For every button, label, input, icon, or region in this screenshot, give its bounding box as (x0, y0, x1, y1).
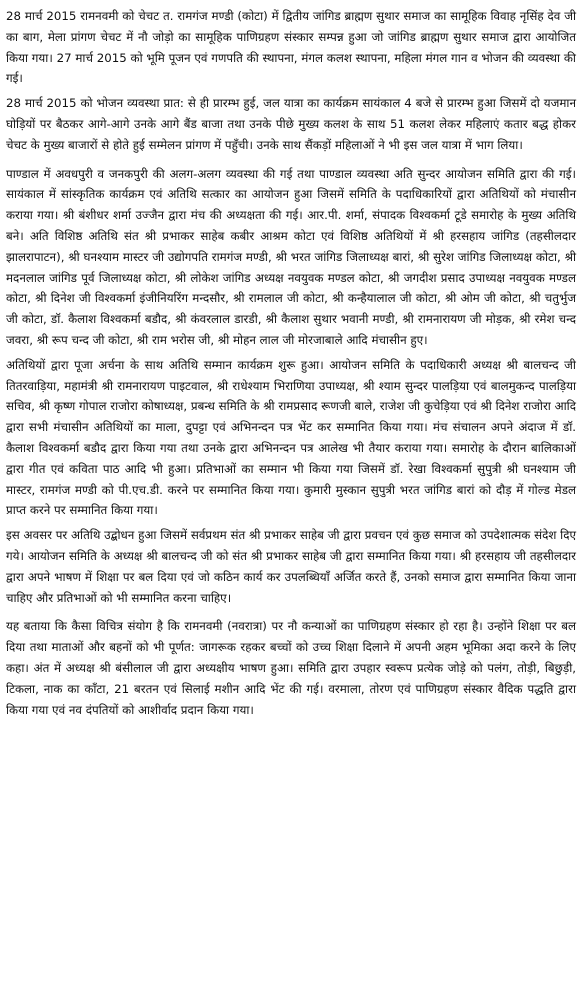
paragraph-conclusion: यह बताया कि कैसा विचित्र संयोग है कि रामनवमी (नवरात्रा) पर नौ कन्याओं का पाणिग्रहण संस्कार हो रहा है। उन्होंने शिक्षा पर बल दिया तथा माताओं और बहनों को भी पूर्णत: जागरूक रहकर बच्चों को उच्च शिक्षा दिलाने में अपनी अहम भूमिका अदा करने के लिए कहा। अंत में अध्यक्ष श्री बंसीलाल जी द्वारा अध्यक्षीय भाषण हुआ। समिति द्वारा उपहार स्वरूप प्रत्येक जोड़े को पलंग, तोड़ी, बिछुड़ी, टिकला, नाक का काँटा, 21 बरतन एवं सिलाई मशीन आदि भेंट की गई। वरमाला, तोरण एवं पाणिग्रहण संस्कार वैदिक पद्धति द्वारा किया गया एवं नव दंपतियों को आशीर्वाद प्रदान किया गया। (6, 619, 576, 717)
paragraph-honours: अतिथियों द्वारा पूजा अर्चना के साथ अतिथि सम्मान कार्यक्रम शुरू हुआ। आयोजन समिति के पदाधिकारी अध्यक्ष श्री बालचन्द जी तितरवाड़िया, महामंत्री श्री रामनारायण पाइटवाल, श्री राधेश्याम भिराणिया उपाध्यक्ष, श्री श्याम सुन्दर पालड़िया एवं बालमुकन्द पालड़िया सचिव, श्री कृष्ण गोपाल राजोरा कोषाध्यक्ष, प्रबन्ध समिति के श्री रामप्रसाद रूणजी बाले, राजेश जी कुचेड़िया एवं श्री दिनेश राजोरा आदि द्वारा सभी मंचासीन अतिथियों का माला, दुपट्टा एवं अभिनन्दन पत्र भेंट कर सम्मानित किया गया। मंच संचालन अपने अंदाज में डॉ. कैलाश विश्वकर्मा बडौद द्वारा किया गया तथा उनके द्वारा अभिनन्दन पत्र आलेख भी तैयार कराया गया। समारोह के दौरान बालिकाओं द्वारा गीत एवं कविता पाठ आदि भी हुआ। प्रतिभाओं का सम्मान भी किया गया जिसमें डॉ. रेखा विश्वकर्मा सुपुत्री श्री घनश्याम जी मास्टर, रामगंज मण्डी को पी.एच.डी. करने पर सम्मानित किया गया। कुमारी मुस्कान सुपुत्री भरत जांगिड बारां को दौड़ में गोल्ड मेडल प्राप्त करने पर सम्मानित किया गया। (6, 357, 576, 518)
paragraph-speeches: इस अवसर पर अतिथि उद्बोधन हुआ जिसमें सर्वप्रथम संत श्री प्रभाकर साहेब जी द्वारा प्रवचन एवं कुछ समाज को उपदेशात्मक संदेश दिए गये। आयोजन समिति के अध्यक्ष श्री बालचन्द जी को संत श्री प्रभाकर साहेब जी द्वारा सम्मानित किया गया। श्री हरसहाय जी तहसीलदार द्वारा अपने भाषण में शिक्षा पर बल दिया एवं जो कठिन कार्य कर उपलब्धियाँ अर्जित करते हैं, उनको समाज द्वारा सम्मानित किया जाना चाहिए और प्रतिभाओं को भी सम्मानित करना चाहिए। (6, 528, 576, 605)
paragraph-guests: पाण्डाल में अवधपुरी व जनकपुरी की अलग-अलग व्यवस्था की गई तथा पाण्डाल व्यवस्था अति सुन्दर आयोजन समिति द्वारा की गई। सायंकाल में सांस्कृतिक कार्यक्रम एवं अतिथि सत्कार का आयोजन हुआ जिसमें समिति के पदाधिकारियों द्वारा अतिथियों को मंचासीन कराया गया। श्री बंशीधर शर्मा उज्जैन द्वारा मंच की अध्यक्षता की गई। आर.पी. शर्मा, संपादक विश्वकर्मा टूडे समारोह के मुख्य अतिथि बने। अति विशिष्ठ अतिथि संत श्री प्रभाकर साहेब कबीर आश्रम कोटा एवं विशिष्ठ अतिथियों में श्री हरसहाय जांगिड (तहसीलदार झालरापाटन), श्री घनश्याम मास्टर जी उद्योगपति रामगंज मण्डी, श्री भरत जांगिड जिलाध्यक्ष बारां, श्री सुरेश जांगिड जिलाध्यक्ष कोटा, श्री मदनलाल जांगिड पूर्व जिलाध्यक्ष कोटा, श्री लोकेश जांगिड अध्यक्ष नवयुवक मण्डल कोटा, श्री जगदीश प्रसाद उपाध्यक्ष नवयुवक मण्डल कोटा, श्री दिनेश जी विश्वकर्मा इंजीनियरिंग मन्दसौर, श्री रामलाल जी कोटा, श्री कन्हैयालाल जी कोटा, श्री ओम जी कोटा, श्री चतुर्भुज जी कोटा, डॉ. कैलाश विश्वकर्मा बडौद, श्री कंवरलाल डारडी, श्री कैलाश सुथार भवानी मण्डी, श्री रामनारायण जी मोड़क, श्री रमेश चन्द जवरा, श्री रूप चन्द जी कोटा, श्री राम भरोस जी, श्री मोहन लाल जी मोरजाबाले आदि मंचासीन हुए। (6, 166, 576, 347)
paragraph-wedding-intro: 28 मार्च 2015 रामनवमी को चेचट त. रामगंज मण्डी (कोटा) में द्वितीय जांगिड ब्राह्मण सुथार समाज का सामूहिक विवाह नृसिंह देव जी का बाग, मेला प्रांगण चेचट में नौ जोड़ो का सामूहिक पाणिग्रहण संस्कार सम्पन्न हुआ जो जांगिड ब्राह्मण सुथार समाज द्वारा आयोजित किया गया। 27 मार्च 2015 को भूमि पूजन एवं गणपति की स्थापना, मंगल कलश स्थापना, महिला मंगल गान व भोजन की व्यवस्था की गई। (6, 9, 576, 86)
paragraph-jal-yatra: 28 मार्च 2015 को भोजन व्यवस्था प्रात: से ही प्रारम्भ हुई, जल यात्रा का कार्यक्रम सायंकाल 4 बजे से प्रारम्भ हुआ जिसमें दो यजमान घोड़ियों पर बैठकर आगे-आगे उनके आगे बैंड बाजा तथा उनके पीछे मुख्य कलश के साथ 51 कलश लेकर महिलाएं कतार बद्ध होकर चेचट के मुख्य बाजारों से होते हुई सम्मेलन प्रांगण में पहुँची। उनके साथ सैंकड़ों महिलाओं ने भी इस जल यात्रा में भाग लिया। (6, 96, 576, 152)
